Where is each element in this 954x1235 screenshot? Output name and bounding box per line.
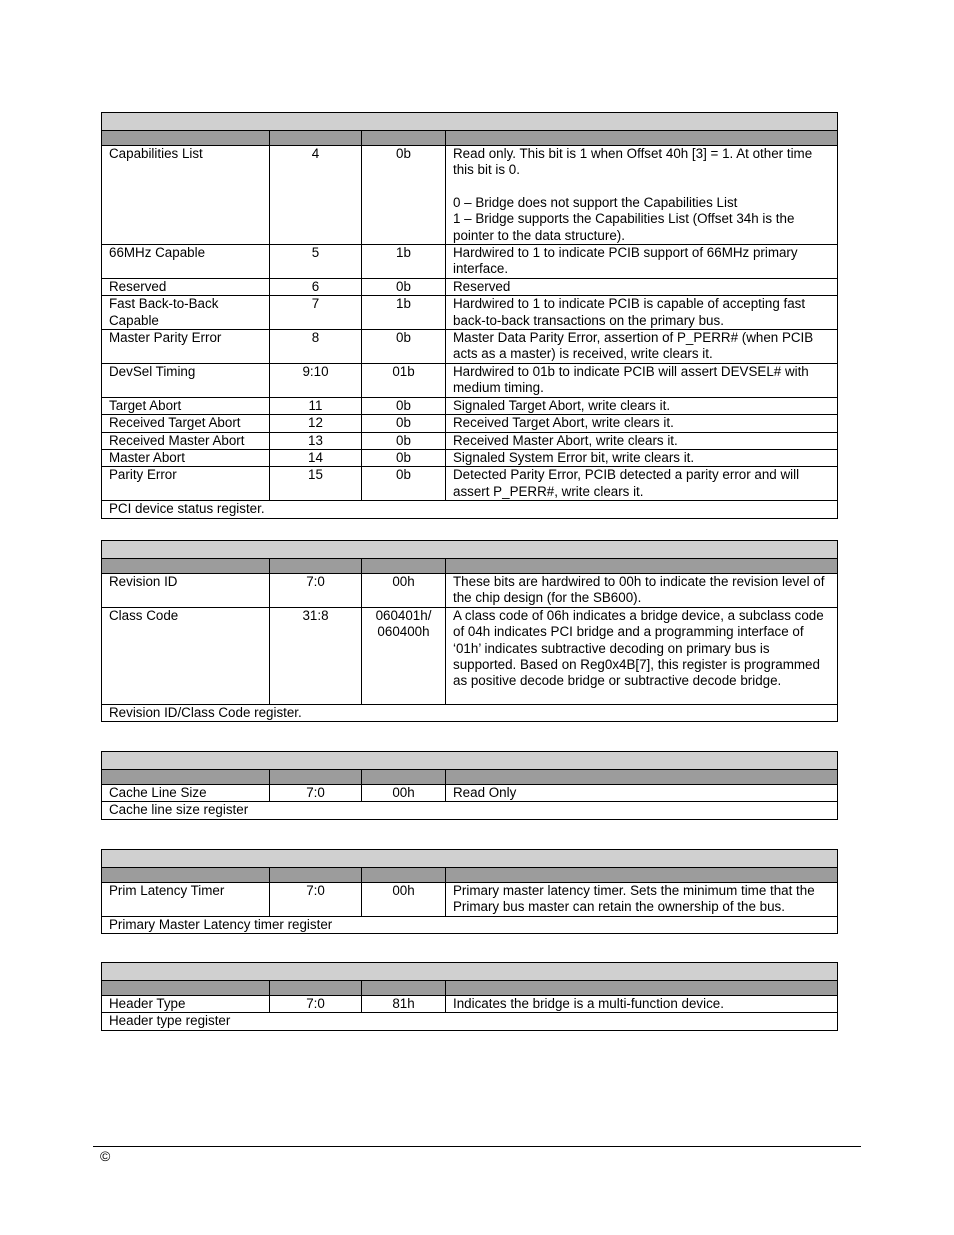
bits: 7:0: [270, 785, 362, 802]
default-value: 0b: [362, 278, 446, 295]
default-value: 00h: [362, 785, 446, 802]
field-name: Received Target Abort: [102, 415, 270, 432]
table-footer-row: [102, 802, 838, 819]
table-row: [102, 432, 838, 449]
description: Received Master Abort, write clears it.: [446, 432, 838, 449]
default-value: 0b: [362, 146, 446, 245]
default-value: 0b: [362, 467, 446, 501]
bits: 7:0: [270, 996, 362, 1013]
default-value: 1b: [362, 296, 446, 330]
table-row: [102, 883, 838, 917]
table-footer-row: [102, 916, 838, 933]
description: These bits are hardwired to 00h to indicate the revision level of the chip design (for the SB600).: [446, 574, 838, 608]
default-value: 81h: [362, 996, 446, 1013]
register-caption: Header type register: [102, 1013, 838, 1030]
field-name: Prim Latency Timer: [102, 883, 270, 917]
default-value: 0b: [362, 330, 446, 364]
description: Hardwired to 1 to indicate PCIB is capable of accepting fast back-to-back transactions on the primary bus.: [446, 296, 838, 330]
table-title-bar: [102, 541, 838, 559]
table-footer-row: [102, 1013, 838, 1030]
register-table-revision-class: [101, 540, 838, 722]
default-value: 00h: [362, 574, 446, 608]
copyright-notice: ©: [100, 1148, 111, 1164]
default-value: 0b: [362, 432, 446, 449]
default-value: 060401h/ 060400h: [362, 607, 446, 704]
table-header-row: [102, 770, 838, 785]
field-name: Parity Error: [102, 467, 270, 501]
bits: 8: [270, 330, 362, 364]
table-title-bar: [102, 850, 838, 868]
field-name: Class Code: [102, 607, 270, 704]
field-name: Received Master Abort: [102, 432, 270, 449]
field-name: Master Abort: [102, 449, 270, 466]
bits: 6: [270, 278, 362, 295]
table-row: [102, 146, 838, 245]
table-footer-row: [102, 704, 838, 721]
table-row: [102, 397, 838, 414]
description: Master Data Parity Error, assertion of P_PERR# (when PCIB acts as a master) is received, write clears it.: [446, 330, 838, 364]
table-title-bar: [102, 963, 838, 981]
bits: 5: [270, 245, 362, 279]
description: Reserved: [446, 278, 838, 295]
default-value: 0b: [362, 415, 446, 432]
field-name: Target Abort: [102, 397, 270, 414]
description: Signaled System Error bit, write clears it.: [446, 449, 838, 466]
description: Indicates the bridge is a multi-function device.: [446, 996, 838, 1013]
table-row: [102, 574, 838, 608]
register-table-header-type: [101, 962, 838, 1031]
table-row: [102, 245, 838, 279]
register-caption: Cache line size register: [102, 802, 838, 819]
bits: 11: [270, 397, 362, 414]
field-name: 66MHz Capable: [102, 245, 270, 279]
register-table-status: [101, 112, 838, 519]
default-value: 0b: [362, 397, 446, 414]
description: Primary master latency timer. Sets the minimum time that the Primary bus master can retain the ownership of the bus.: [446, 883, 838, 917]
register-table-cache-line: [101, 751, 838, 820]
register-caption: PCI device status register.: [102, 501, 838, 518]
table-row: [102, 996, 838, 1013]
table-row: [102, 449, 838, 466]
bits: 7:0: [270, 574, 362, 608]
bits: 12: [270, 415, 362, 432]
field-name: DevSel Timing: [102, 363, 270, 397]
table-header-row: [102, 131, 838, 146]
table-title-bar: [102, 113, 838, 131]
field-name: Header Type: [102, 996, 270, 1013]
table-row: [102, 415, 838, 432]
field-name: Master Parity Error: [102, 330, 270, 364]
bits: 7:0: [270, 883, 362, 917]
description: Read Only: [446, 785, 838, 802]
description: Hardwired to 1 to indicate PCIB support of 66MHz primary interface.: [446, 245, 838, 279]
table-footer-row: [102, 501, 838, 518]
bits: 4: [270, 146, 362, 245]
bits: 7: [270, 296, 362, 330]
table-row: [102, 607, 838, 704]
register-table-latency-timer: [101, 849, 838, 934]
bits: 13: [270, 432, 362, 449]
description: Received Target Abort, write clears it.: [446, 415, 838, 432]
table-header-row: [102, 981, 838, 996]
default-value: 0b: [362, 449, 446, 466]
table-header-row: [102, 868, 838, 883]
table-row: [102, 330, 838, 364]
table-row: [102, 785, 838, 802]
register-caption: Revision ID/Class Code register.: [102, 704, 838, 721]
description: A class code of 06h indicates a bridge device, a subclass code of 04h indicates PCI bridge and a programming interface of ‘01h’ indicates subtractive decoding on primary bus is supported. Based on Reg0x4B[7], this register is programmed as positive decode bridge or subtractive decode bridge.: [446, 607, 838, 704]
description: Signaled Target Abort, write clears it.: [446, 397, 838, 414]
description: Hardwired to 01b to indicate PCIB will assert DEVSEL# with medium timing.: [446, 363, 838, 397]
default-value: 01b: [362, 363, 446, 397]
field-name: Fast Back-to-Back Capable: [102, 296, 270, 330]
bits: 9:10: [270, 363, 362, 397]
description: Read only. This bit is 1 when Offset 40h [3] = 1. At other time this bit is 0. 0 – Bridge does not support the Capabilities List 1 – Bridge supports the Capabilities List (Offset 34h is the pointer to the data structure).: [446, 146, 838, 245]
bits: 15: [270, 467, 362, 501]
field-name: Capabilities List: [102, 146, 270, 245]
field-name: Reserved: [102, 278, 270, 295]
description: Detected Parity Error, PCIB detected a parity error and will assert P_PERR#, write clears it.: [446, 467, 838, 501]
default-value: 1b: [362, 245, 446, 279]
table-title-bar: [102, 752, 838, 770]
default-value: 00h: [362, 883, 446, 917]
field-name: Revision ID: [102, 574, 270, 608]
table-row: [102, 278, 838, 295]
bits: 31:8: [270, 607, 362, 704]
table-row: [102, 363, 838, 397]
table-header-row: [102, 559, 838, 574]
footer-divider: [93, 1146, 861, 1147]
table-row: [102, 296, 838, 330]
bits: 14: [270, 449, 362, 466]
table-row: [102, 467, 838, 501]
register-caption: Primary Master Latency timer register: [102, 916, 838, 933]
field-name: Cache Line Size: [102, 785, 270, 802]
